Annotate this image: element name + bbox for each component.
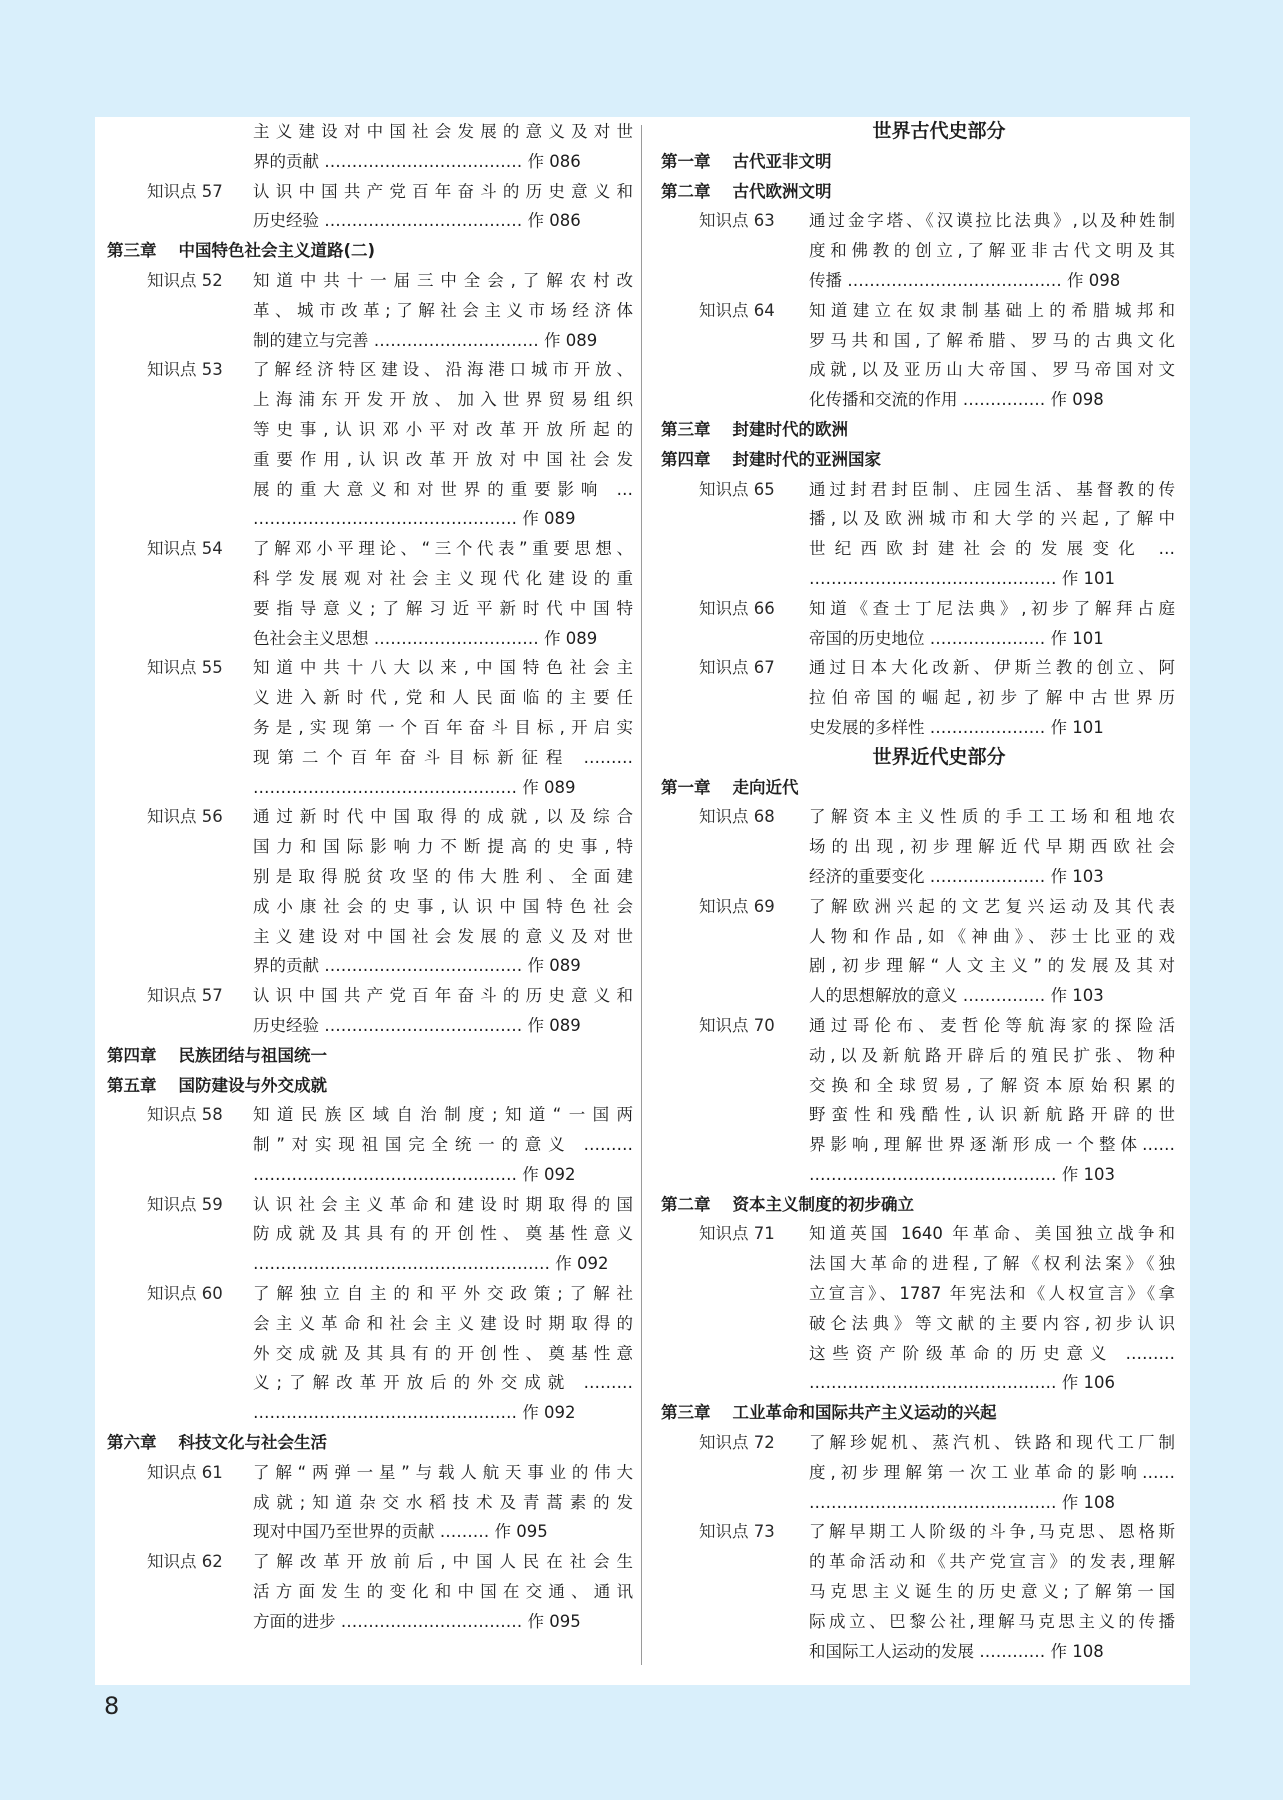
text-line: ……………………………………………… 作 092 [253, 1254, 609, 1274]
text-line: 和国际工人运动的发展 ………… 作 108 [809, 1641, 1104, 1661]
text-line: 方面的进步 …………………………… 作 095 [253, 1611, 581, 1631]
text-line: 场的出现,初步理解近代早期西欧社会 [809, 837, 1175, 857]
text-line: 际成立、巴黎公社,理解马克思主义的传播 [809, 1611, 1175, 1631]
text-line: 立宣言》、1787 年宪法和《人权宣言》《拿 [809, 1284, 1175, 1304]
chapter-heading [661, 1190, 1177, 1220]
knowledge-point [661, 653, 1177, 742]
text-line: 防成就及其具有的开创性、奠基性意义 [253, 1224, 633, 1244]
chapter-number: 第五章 [107, 1075, 157, 1095]
column-divider [641, 125, 642, 1665]
knowledge-point-text [809, 1428, 1175, 1517]
text-line: 成小康社会的史事,认识中国特色社会 [253, 896, 633, 916]
knowledge-point-text [253, 981, 633, 1041]
knowledge-point-label: 知识点 68 [699, 807, 775, 827]
text-line: 了解资本主义性质的手工工场和租地农 [809, 807, 1175, 827]
text-line: 交换和全球贸易,了解资本原始积累的 [809, 1075, 1175, 1095]
chapter-title: 封建时代的欧洲 [732, 419, 848, 439]
knowledge-point-text [809, 653, 1175, 742]
knowledge-point-text [809, 475, 1175, 594]
chapter-title: 工业革命和国际共产主义运动的兴起 [732, 1403, 997, 1423]
text-line: ……………………………………… 作 106 [809, 1373, 1115, 1393]
text-line: 科学发展观对社会主义现代化建设的重 [253, 568, 633, 588]
text-line: 活方面发生的变化和中国在交通、通讯 [253, 1582, 633, 1602]
knowledge-point-text [253, 177, 633, 237]
text-line: 主义建设对中国社会发展的意义及对世 [253, 926, 633, 946]
text-line: 了解经济特区建设、沿海港口城市开放、 [253, 360, 633, 380]
text-line: 革、城市改革;了解社会主义市场经济体 [253, 300, 633, 320]
knowledge-point-text [809, 1517, 1175, 1666]
text-line: 历史经验 ……………………………… 作 089 [253, 1015, 581, 1035]
knowledge-point-label: 知识点 57 [147, 986, 223, 1006]
knowledge-point [107, 981, 633, 1041]
text-line: 知道中共十八大以来,中国特色社会主 [253, 658, 633, 678]
knowledge-point [661, 802, 1177, 891]
page-number: 8 [104, 1692, 120, 1720]
text-line: 色社会主义思想 ………………………… 作 089 [253, 628, 598, 648]
text-line: 义;了解改革开放后的外交成就 ……… [253, 1373, 633, 1393]
text-line: 拉伯帝国的崛起,初步了解中古世界历 [809, 688, 1175, 708]
chapter-number: 第二章 [661, 1194, 711, 1214]
chapter-heading [661, 147, 1177, 177]
text-line: 通过金字塔、《汉谟拉比法典》,以及种姓制 [809, 211, 1175, 231]
knowledge-point-label: 知识点 65 [699, 479, 775, 499]
knowledge-point-label: 知识点 59 [147, 1194, 223, 1214]
text-line: 了解改革开放前后,中国人民在社会生 [253, 1552, 633, 1572]
knowledge-point-text [253, 1458, 633, 1547]
knowledge-point-text [253, 117, 633, 177]
knowledge-point-label: 知识点 56 [147, 807, 223, 827]
knowledge-point-label: 知识点 58 [147, 1105, 223, 1125]
text-line: 历史经验 ……………………………… 作 086 [253, 211, 581, 231]
text-line: 等史事,认识邓小平对改革开放所起的 [253, 419, 633, 439]
chapter-number: 第一章 [661, 777, 711, 797]
text-line: ………………………………………… 作 089 [253, 509, 576, 529]
chapter-heading [107, 236, 633, 266]
knowledge-point-label: 知识点 57 [147, 181, 223, 201]
text-line: ……………………………………… 作 108 [809, 1492, 1115, 1512]
text-line: 马克思主义诞生的历史意义;了解第一国 [809, 1582, 1175, 1602]
page-sheet [95, 117, 1190, 1685]
chapter-number: 第一章 [661, 151, 711, 171]
text-line: 国力和国际影响力不断提高的史事,特 [253, 837, 633, 857]
chapter-number: 第三章 [661, 419, 711, 439]
right-column [661, 117, 1177, 1666]
chapter-heading [661, 415, 1177, 445]
part-heading: 世界近代史部分 [872, 745, 1006, 768]
text-line: 认识中国共产党百年奋斗的历史意义和 [253, 986, 633, 1006]
knowledge-point [661, 1219, 1177, 1398]
text-line: 要指导意义;了解习近平新时代中国特 [253, 598, 633, 618]
knowledge-point-label: 知识点 73 [699, 1522, 775, 1542]
chapter-heading [661, 773, 1177, 803]
chapter-heading [107, 1071, 633, 1101]
text-line: 义进入新时代,党和人民面临的主要任 [253, 688, 633, 708]
text-line: 传播 ………………………………… 作 098 [809, 270, 1121, 290]
chapter-title: 封建时代的亚洲国家 [732, 449, 881, 469]
chapter-title: 中国特色社会主义道路(二) [178, 241, 376, 261]
text-line: 上海浦东开发开放、加入世界贸易组织 [253, 390, 633, 410]
text-line: 人的思想解放的意义 …………… 作 103 [809, 986, 1104, 1006]
chapter-title: 古代亚非文明 [732, 151, 832, 171]
text-line: 展的重大意义和对世界的重要影响 … [253, 479, 633, 499]
text-line: 帝国的历史地位 ………………… 作 101 [809, 628, 1104, 648]
knowledge-point [107, 653, 633, 802]
chapter-heading [661, 445, 1177, 475]
text-line: ……………………………………… 作 101 [809, 568, 1115, 588]
knowledge-point [107, 802, 633, 981]
text-line: 主义建设对中国社会发展的意义及对世 [253, 122, 633, 141]
text-line: 知道英国 1640 年革命、美国独立战争和 [809, 1224, 1175, 1244]
knowledge-point [107, 1458, 633, 1547]
knowledge-point-label: 知识点 69 [699, 896, 775, 916]
knowledge-point [661, 475, 1177, 594]
knowledge-point-label: 知识点 72 [699, 1433, 775, 1453]
text-line: 剧,初步理解“人文主义”的发展及其对 [809, 956, 1175, 976]
text-line: 通过哥伦布、麦哲伦等航海家的探险活 [809, 1015, 1175, 1035]
knowledge-point [661, 206, 1177, 295]
part-heading: 世界古代史部分 [872, 120, 1006, 142]
knowledge-point [107, 1190, 633, 1279]
knowledge-point [661, 1428, 1177, 1517]
knowledge-point-label: 知识点 70 [699, 1015, 775, 1035]
knowledge-point [661, 594, 1177, 654]
text-line: 法国大革命的进程,了解《权利法案》《独 [809, 1254, 1175, 1274]
knowledge-point-label: 知识点 71 [699, 1224, 775, 1244]
text-line: 会主义革命和社会主义建设时期取得的 [253, 1313, 633, 1333]
knowledge-point-label: 知识点 62 [147, 1552, 223, 1572]
knowledge-point-text [253, 1100, 633, 1189]
knowledge-point-label: 知识点 53 [147, 360, 223, 380]
text-line: ……………………………………… 作 103 [809, 1164, 1115, 1184]
text-line: 知道《查士丁尼法典》,初步了解拜占庭 [809, 598, 1175, 618]
left-column [107, 117, 633, 1637]
text-line: 罗马共和国,了解希腊、罗马的古典文化 [809, 330, 1175, 350]
knowledge-point [107, 177, 633, 237]
text-line: 人物和作品,如《神曲》、莎士比亚的戏 [809, 926, 1175, 946]
knowledge-point-text [253, 1547, 633, 1636]
text-line: 制的建立与完善 ………………………… 作 089 [253, 330, 598, 350]
knowledge-point-label: 知识点 52 [147, 270, 223, 290]
chapter-title: 国防建设与外交成就 [178, 1075, 327, 1095]
text-line: 务是,实现第一个百年奋斗目标,开启实 [253, 717, 633, 737]
text-line: 野蛮性和残酷性,认识新航路开辟的世 [809, 1105, 1175, 1125]
text-line: 了解欧洲兴起的文艺复兴运动及其代表 [809, 896, 1175, 916]
chapter-title: 走向近代 [732, 777, 799, 797]
chapter-title: 资本主义制度的初步确立 [732, 1194, 914, 1214]
knowledge-point [107, 266, 633, 355]
knowledge-point [107, 534, 633, 653]
text-line: 知道中共十一届三中全会,了解农村改 [253, 270, 633, 290]
chapter-number: 第四章 [661, 449, 711, 469]
text-line: 经济的重要变化 ………………… 作 103 [809, 866, 1104, 886]
text-line: ………………………………………… 作 089 [253, 777, 576, 797]
knowledge-point-label: 知识点 67 [699, 658, 775, 678]
knowledge-point-label: 知识点 66 [699, 598, 775, 618]
text-line: 知道建立在奴隶制基础上的希腊城邦和 [809, 300, 1175, 320]
chapter-title: 民族团结与祖国统一 [178, 1045, 327, 1065]
knowledge-point [661, 296, 1177, 415]
knowledge-point-label: 知识点 64 [699, 300, 775, 320]
knowledge-point-text [253, 1279, 633, 1428]
text-line: 破仑法典》等文献的主要内容,初步认识 [809, 1313, 1175, 1333]
knowledge-point-text [809, 206, 1175, 295]
text-line: 别是取得脱贫攻坚的伟大胜利、全面建 [253, 866, 633, 886]
text-line: 成就;知道杂交水稻技术及青蒿素的发 [253, 1492, 633, 1512]
chapter-number: 第三章 [107, 241, 157, 261]
knowledge-point-text [809, 1011, 1175, 1190]
text-line: 了解“两弹一星”与载人航天事业的伟大 [253, 1462, 633, 1482]
knowledge-point-text [253, 534, 633, 653]
knowledge-point [661, 1517, 1177, 1666]
knowledge-point-text [253, 355, 633, 534]
text-line: 度和佛教的创立,了解亚非古代文明及其 [809, 241, 1175, 261]
knowledge-point-text [809, 1219, 1175, 1398]
chapter-heading [107, 1041, 633, 1071]
chapter-number: 第三章 [661, 1403, 711, 1423]
knowledge-point-text [253, 653, 633, 802]
text-line: 史发展的多样性 ………………… 作 101 [809, 717, 1104, 737]
knowledge-point-text [809, 296, 1175, 415]
text-line: 化传播和交流的作用 …………… 作 098 [809, 390, 1104, 410]
knowledge-point-text [253, 1190, 633, 1279]
chapter-title: 古代欧洲文明 [732, 181, 832, 201]
text-line: 知道民族区域自治制度;知道“一国两 [253, 1105, 633, 1125]
text-line: 界影响,理解世界逐渐形成一个整体…… [809, 1135, 1175, 1155]
text-line: 界的贡献 ……………………………… 作 089 [253, 956, 581, 976]
text-line: 的革命活动和《共产党宣言》的发表,理解 [809, 1552, 1175, 1572]
text-line: 通过封君封臣制、庄园生活、基督教的传 [809, 479, 1175, 499]
text-line: ………………………………………… 作 092 [253, 1403, 576, 1423]
text-line: 世纪西欧封建社会的发展变化 … [809, 539, 1175, 559]
knowledge-point [661, 892, 1177, 1011]
text-line: 了解邓小平理论、“三个代表”重要思想、 [253, 539, 633, 559]
knowledge-point-text [253, 266, 633, 355]
chapter-heading [661, 1398, 1177, 1428]
text-line: 现对中国乃至世界的贡献 ……… 作 095 [253, 1522, 548, 1542]
text-line: 通过日本大化改新、伊斯兰教的创立、阿 [809, 658, 1175, 678]
text-line: 界的贡献 ……………………………… 作 086 [253, 151, 581, 171]
text-line: 制”对实现祖国完全统一的意义 ……… [253, 1135, 633, 1155]
text-line: 重要作用,认识改革开放对中国社会发 [253, 449, 633, 469]
knowledge-point [107, 1100, 633, 1189]
text-line: 现第二个百年奋斗目标新征程 ……… [253, 747, 633, 767]
text-line: 了解珍妮机、蒸汽机、铁路和现代工厂制 [809, 1433, 1175, 1453]
knowledge-point-label: 知识点 60 [147, 1284, 223, 1304]
text-line: 了解独立自主的和平外交政策;了解社 [253, 1284, 633, 1304]
text-line: 动,以及新航路开辟后的殖民扩张、物种 [809, 1045, 1175, 1065]
knowledge-point-text [253, 802, 633, 981]
text-line: 认识中国共产党百年奋斗的历史意义和 [253, 181, 633, 201]
chapter-heading [107, 1428, 633, 1458]
knowledge-point-label: 知识点 63 [699, 211, 775, 231]
text-line: 外交成就及其具有的开创性、奠基性意 [253, 1343, 633, 1363]
chapter-number: 第六章 [107, 1433, 157, 1453]
chapter-number: 第四章 [107, 1045, 157, 1065]
text-line: 播,以及欧洲城市和大学的兴起,了解中 [809, 509, 1175, 529]
chapter-heading [661, 177, 1177, 207]
text-line: 这些资产阶级革命的历史意义 ……… [809, 1343, 1175, 1363]
text-line: ………………………………………… 作 092 [253, 1164, 576, 1184]
chapter-number: 第二章 [661, 181, 711, 201]
knowledge-point-text [809, 594, 1175, 654]
knowledge-point-label: 知识点 61 [147, 1462, 223, 1482]
continued-entry [107, 117, 633, 177]
knowledge-point [107, 1279, 633, 1428]
text-line: 度,初步理解第一次工业革命的影响…… [809, 1462, 1175, 1482]
knowledge-point-text [809, 892, 1175, 1011]
chapter-title: 科技文化与社会生活 [178, 1433, 327, 1453]
knowledge-point-label: 知识点 55 [147, 658, 223, 678]
knowledge-point-text [809, 802, 1175, 891]
text-line: 通过新时代中国取得的成就,以及综合 [253, 807, 633, 827]
knowledge-point [107, 1547, 633, 1636]
text-line: 认识社会主义革命和建设时期取得的国 [253, 1194, 633, 1214]
knowledge-point [661, 1011, 1177, 1190]
knowledge-point [107, 355, 633, 534]
text-line: 成就,以及亚历山大帝国、罗马帝国对文 [809, 360, 1175, 380]
text-line: 了解早期工人阶级的斗争,马克思、恩格斯 [809, 1522, 1175, 1542]
knowledge-point-label: 知识点 54 [147, 539, 223, 559]
